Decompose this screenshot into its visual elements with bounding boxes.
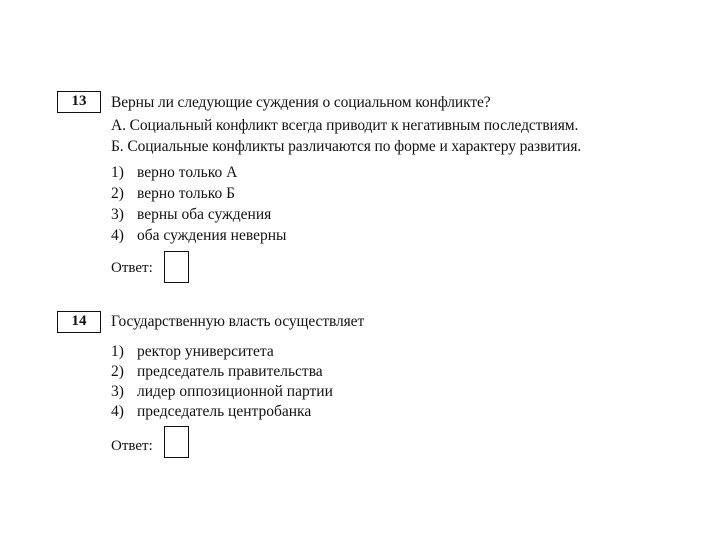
option-number: 1): [111, 343, 124, 360]
option-number: 3): [111, 206, 124, 223]
option-text: лидер оппозиционной партии: [137, 383, 333, 400]
option-text: верны оба суждения: [137, 206, 272, 223]
answer-label: Ответ:: [111, 438, 153, 454]
question-text: Государственную власть осуществляет: [111, 313, 365, 330]
option-3[interactable]: [111, 205, 271, 225]
option-3[interactable]: [111, 382, 333, 402]
statement-b: Б. Социальные конфликты различаются по форме и характеру развития.: [111, 138, 582, 155]
option-text: верно только Б: [137, 185, 235, 202]
option-1[interactable]: [111, 342, 274, 362]
answer-label: Ответ:: [111, 260, 153, 276]
question-number: 13: [57, 91, 101, 113]
question-number: 14: [57, 311, 101, 333]
question-text: Верны ли следующие суждения о социальном конфликте?: [111, 94, 491, 111]
option-1[interactable]: [111, 163, 237, 183]
option-number: 4): [111, 227, 124, 244]
option-text: ректор университета: [137, 343, 274, 360]
option-text: председатель центробанка: [137, 403, 312, 420]
option-4[interactable]: [111, 226, 286, 246]
option-2[interactable]: [111, 362, 323, 382]
option-number: 1): [111, 164, 124, 181]
option-number: 4): [111, 403, 124, 420]
option-text: оба суждения неверны: [137, 227, 287, 244]
option-number: 2): [111, 185, 124, 202]
option-text: председатель правительства: [137, 363, 323, 380]
answer-box[interactable]: [164, 251, 189, 283]
answer-box[interactable]: [164, 426, 189, 458]
option-2[interactable]: [111, 184, 235, 204]
option-number: 2): [111, 363, 124, 380]
statement-a: А. Социальный конфликт всегда приводит к негативным последствиям.: [111, 117, 579, 134]
option-text: верно только А: [137, 164, 238, 181]
option-4[interactable]: [111, 402, 311, 422]
option-number: 3): [111, 383, 124, 400]
